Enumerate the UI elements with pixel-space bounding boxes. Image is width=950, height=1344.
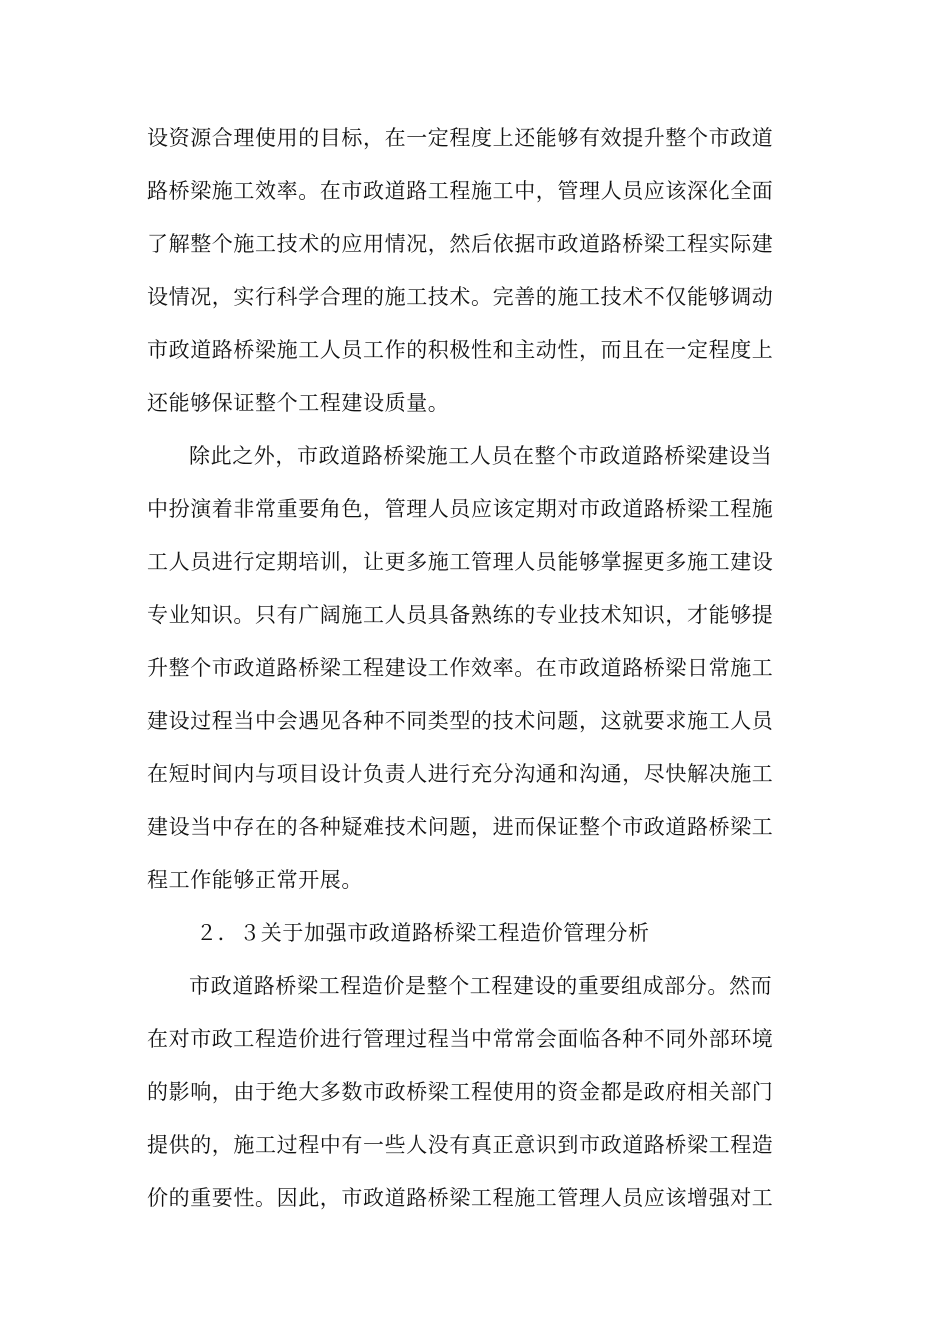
text-line: 还能够保证整个工程建设质量。	[147, 391, 450, 415]
text-line: 的影响，由于绝大多数市政桥梁工程使用的资金都是政府相关部门	[147, 1080, 774, 1104]
text-line: 中扮演着非常重要角色，管理人员应该定期对市政道路桥梁工程施	[147, 497, 774, 521]
text-line: 设资源合理使用的目标，在一定程度上还能够有效提升整个市政道	[147, 126, 774, 150]
document-body	[147, 112, 807, 1225]
text-line: 市政道路桥梁施工人员工作的积极性和主动性，而且在一定程度上	[147, 338, 774, 362]
paragraph-1	[147, 112, 807, 430]
text-line: 路桥梁施工效率。在市政道路工程施工中，管理人员应该深化全面	[147, 179, 774, 203]
text-line: 在对市政工程造价进行管理过程当中常常会面临各种不同外部环境	[147, 1027, 774, 1051]
text-line: 专业知识。只有广阔施工人员具备熟练的专业技术知识，才能够提	[147, 603, 774, 627]
text-line: 程工作能够正常开展。	[147, 868, 363, 892]
paragraph-3	[147, 960, 807, 1225]
text-line: 升整个市政道路桥梁工程建设工作效率。在市政道路桥梁日常施工	[147, 656, 774, 680]
section-heading-text: ２．３关于加强市政道路桥梁工程造价管理分析	[196, 921, 650, 945]
text-line: 设情况，实行科学合理的施工技术。完善的施工技术不仅能够调动	[147, 285, 774, 309]
paragraph-2	[147, 430, 807, 907]
text-line: 市政道路桥梁工程造价是整个工程建设的重要组成部分。然而	[189, 974, 773, 998]
text-line: 除此之外，市政道路桥梁施工人员在整个市政道路桥梁建设当	[189, 444, 773, 468]
text-line: 价的重要性。因此，市政道路桥梁工程施工管理人员应该增强对工	[147, 1186, 774, 1210]
text-line: 工人员进行定期培训，让更多施工管理人员能够掌握更多施工建设	[147, 550, 774, 574]
section-heading	[147, 907, 807, 960]
text-line: 建设过程当中会遇见各种不同类型的技术问题，这就要求施工人员	[147, 709, 774, 733]
text-line: 在短时间内与项目设计负责人进行充分沟通和沟通，尽快解决施工	[147, 762, 774, 786]
text-line: 建设当中存在的各种疑难技术问题，进而保证整个市政道路桥梁工	[147, 815, 774, 839]
text-line: 提供的，施工过程中有一些人没有真正意识到市政道路桥梁工程造	[147, 1133, 774, 1157]
text-line: 了解整个施工技术的应用情况，然后依据市政道路桥梁工程实际建	[147, 232, 774, 256]
